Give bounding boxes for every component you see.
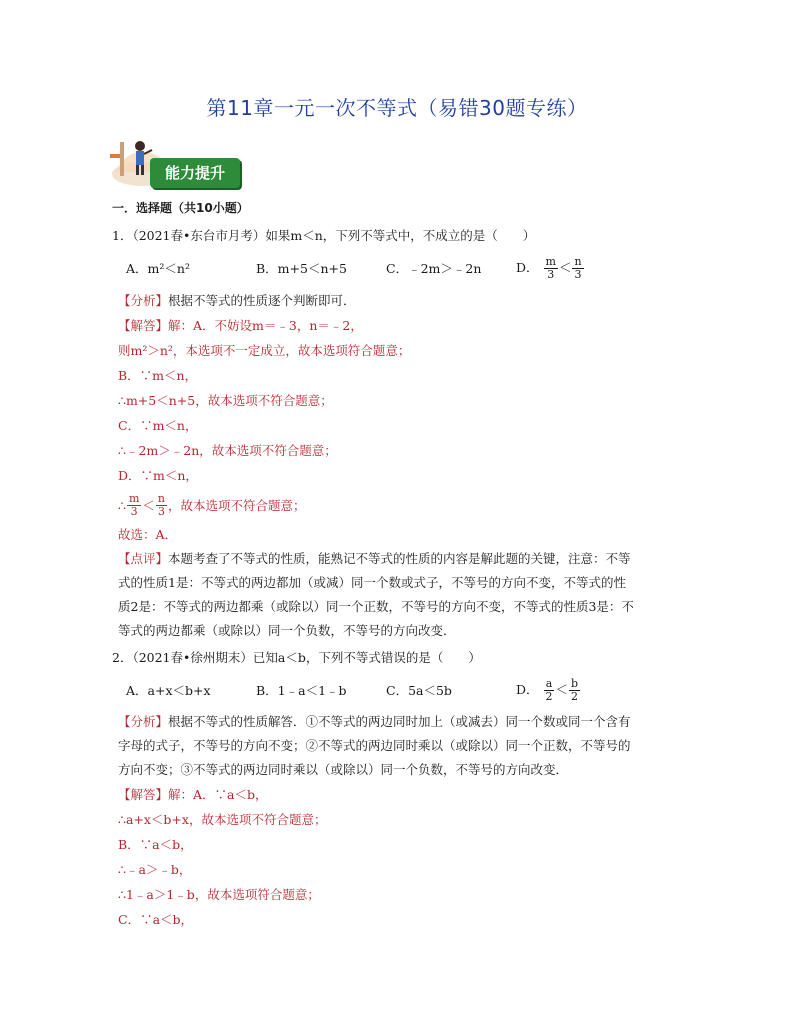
option-d [516, 255, 585, 281]
option-c: C．5a＜5b [386, 682, 452, 698]
document-body [112, 196, 692, 932]
relation: ＜ [142, 497, 155, 513]
comment-line: 式的性质1是：不等式的两边都加（或减）同一个数或式子，不等号的方向不变，不等式的性 [118, 575, 626, 590]
answer-line: ∴﹣a＞﹣b， [118, 862, 192, 877]
answer-line: ∴m+5＜n+5，故本选项不符合题意； [118, 393, 333, 408]
analysis-line: 字母的式子，不等号的方向不变；②不等式的两边同时乘以（或除以）同一个正数，不等号的 [118, 738, 631, 753]
options [112, 248, 692, 288]
option-d-prefix: D． [516, 682, 539, 697]
fraction [544, 678, 555, 703]
analysis-tag: 【分析】 [118, 293, 169, 308]
numerator: m [128, 491, 140, 505]
denominator: 3 [157, 504, 165, 518]
numerator: n [157, 491, 165, 505]
analysis [112, 288, 692, 313]
comment-line: 本题考查了不等式的性质，能熟记不等式的性质的内容是解此题的关键，注意：不等 [168, 551, 631, 566]
analysis-line: 根据不等式的性质解答．①不等式的两边同时加上（或减去）同一个数或同一个含有 [168, 714, 631, 729]
denominator: 3 [547, 268, 555, 281]
comment-line: 等式的两边都乘（或除以）同一个负数，不等号的方向改变． [118, 623, 456, 638]
question-stem: 2．（2021春•徐州期末）已知a＜b，下列不等式错误的是（ ） [112, 650, 481, 665]
analysis [112, 710, 692, 734]
section-heading: 一．选择题（共10小题） [112, 201, 249, 215]
option-a: A．m²＜n² [126, 260, 190, 276]
denominator: 2 [571, 690, 579, 703]
analysis-text: 根据不等式的性质逐个判断即可． [168, 293, 356, 308]
question-1 [112, 223, 692, 643]
analysis-tag: 【分析】 [118, 714, 169, 729]
fraction [572, 256, 583, 281]
question-stem: 1．（2021春•东台市月考）如果m＜n，下列不等式中，不成立的是（ ） [112, 228, 536, 243]
option-d [516, 677, 581, 703]
answer-line: C．∵m＜n， [118, 418, 198, 433]
option-c: C．﹣2m＞﹣2n [386, 260, 482, 276]
denominator: 2 [545, 690, 553, 703]
numerator: a [545, 677, 553, 690]
answer-tag: 【解答】 [118, 318, 169, 333]
question-2 [112, 645, 692, 932]
numerator: m [545, 255, 556, 268]
option-a: A．a+x＜b+x [126, 682, 211, 698]
answer-line: 解：A．不妨设m＝﹣3，n＝﹣2， [168, 318, 363, 333]
answer-line: ∴﹣2m＞﹣2n，故本选项不符合题意； [118, 443, 337, 458]
relation: ＜ [558, 260, 572, 275]
comment-tag: 【点评】 [118, 551, 169, 566]
therefore-symbol: ∴ [118, 497, 126, 513]
answer-line: ∴1﹣a＞1﹣b，故本选项符合题意； [118, 887, 320, 902]
answer [112, 782, 692, 807]
ability-badge: 能力提升 [150, 158, 240, 188]
denominator: 3 [130, 504, 138, 518]
page-title: 第11章一元一次不等式（易错30题专练） [206, 96, 588, 120]
option-b: B．1﹣a＜1﹣b [256, 682, 347, 698]
answer-line: 解：A．∵a＜b， [168, 787, 268, 802]
answer-fraction-line [112, 488, 692, 522]
fraction [127, 493, 141, 518]
analysis-line: 方向不变；③不等式的两边同时乘以（或除以）同一个负数，不等号的方向改变． [118, 762, 569, 777]
answer-line: D．∵m＜n， [118, 468, 198, 483]
answer [112, 313, 692, 338]
denominator: 3 [574, 268, 582, 281]
fraction [156, 493, 167, 518]
answer-fraction-suffix: ，故本选项不符合题意； [168, 497, 306, 513]
fraction [544, 256, 558, 281]
answer-line: B．∵m＜n， [118, 368, 198, 383]
answer-line: 则m²＞n²，本选项不一定成立，故本选项符合题意； [118, 343, 411, 358]
option-b: B．m+5＜n+5 [256, 260, 347, 276]
answer-tag: 【解答】 [118, 787, 169, 802]
answer-line: ∴a+x＜b+x，故本选项不符合题意； [118, 812, 327, 827]
options [112, 670, 692, 710]
option-d-prefix: D． [516, 260, 539, 275]
comment [112, 547, 692, 571]
relation: ＜ [555, 682, 569, 697]
numerator: b [571, 677, 579, 690]
answer-line: C．∵a＜b， [118, 912, 194, 927]
comment-line: 质2是：不等式的两边都乘（或除以）同一个正数，不等号的方向不变，不等式的性质3是：不 [118, 599, 634, 614]
conclusion: 故选：A． [118, 527, 178, 542]
answer-line: B．∵a＜b， [118, 837, 193, 852]
numerator: n [574, 255, 582, 268]
fraction [569, 678, 580, 703]
